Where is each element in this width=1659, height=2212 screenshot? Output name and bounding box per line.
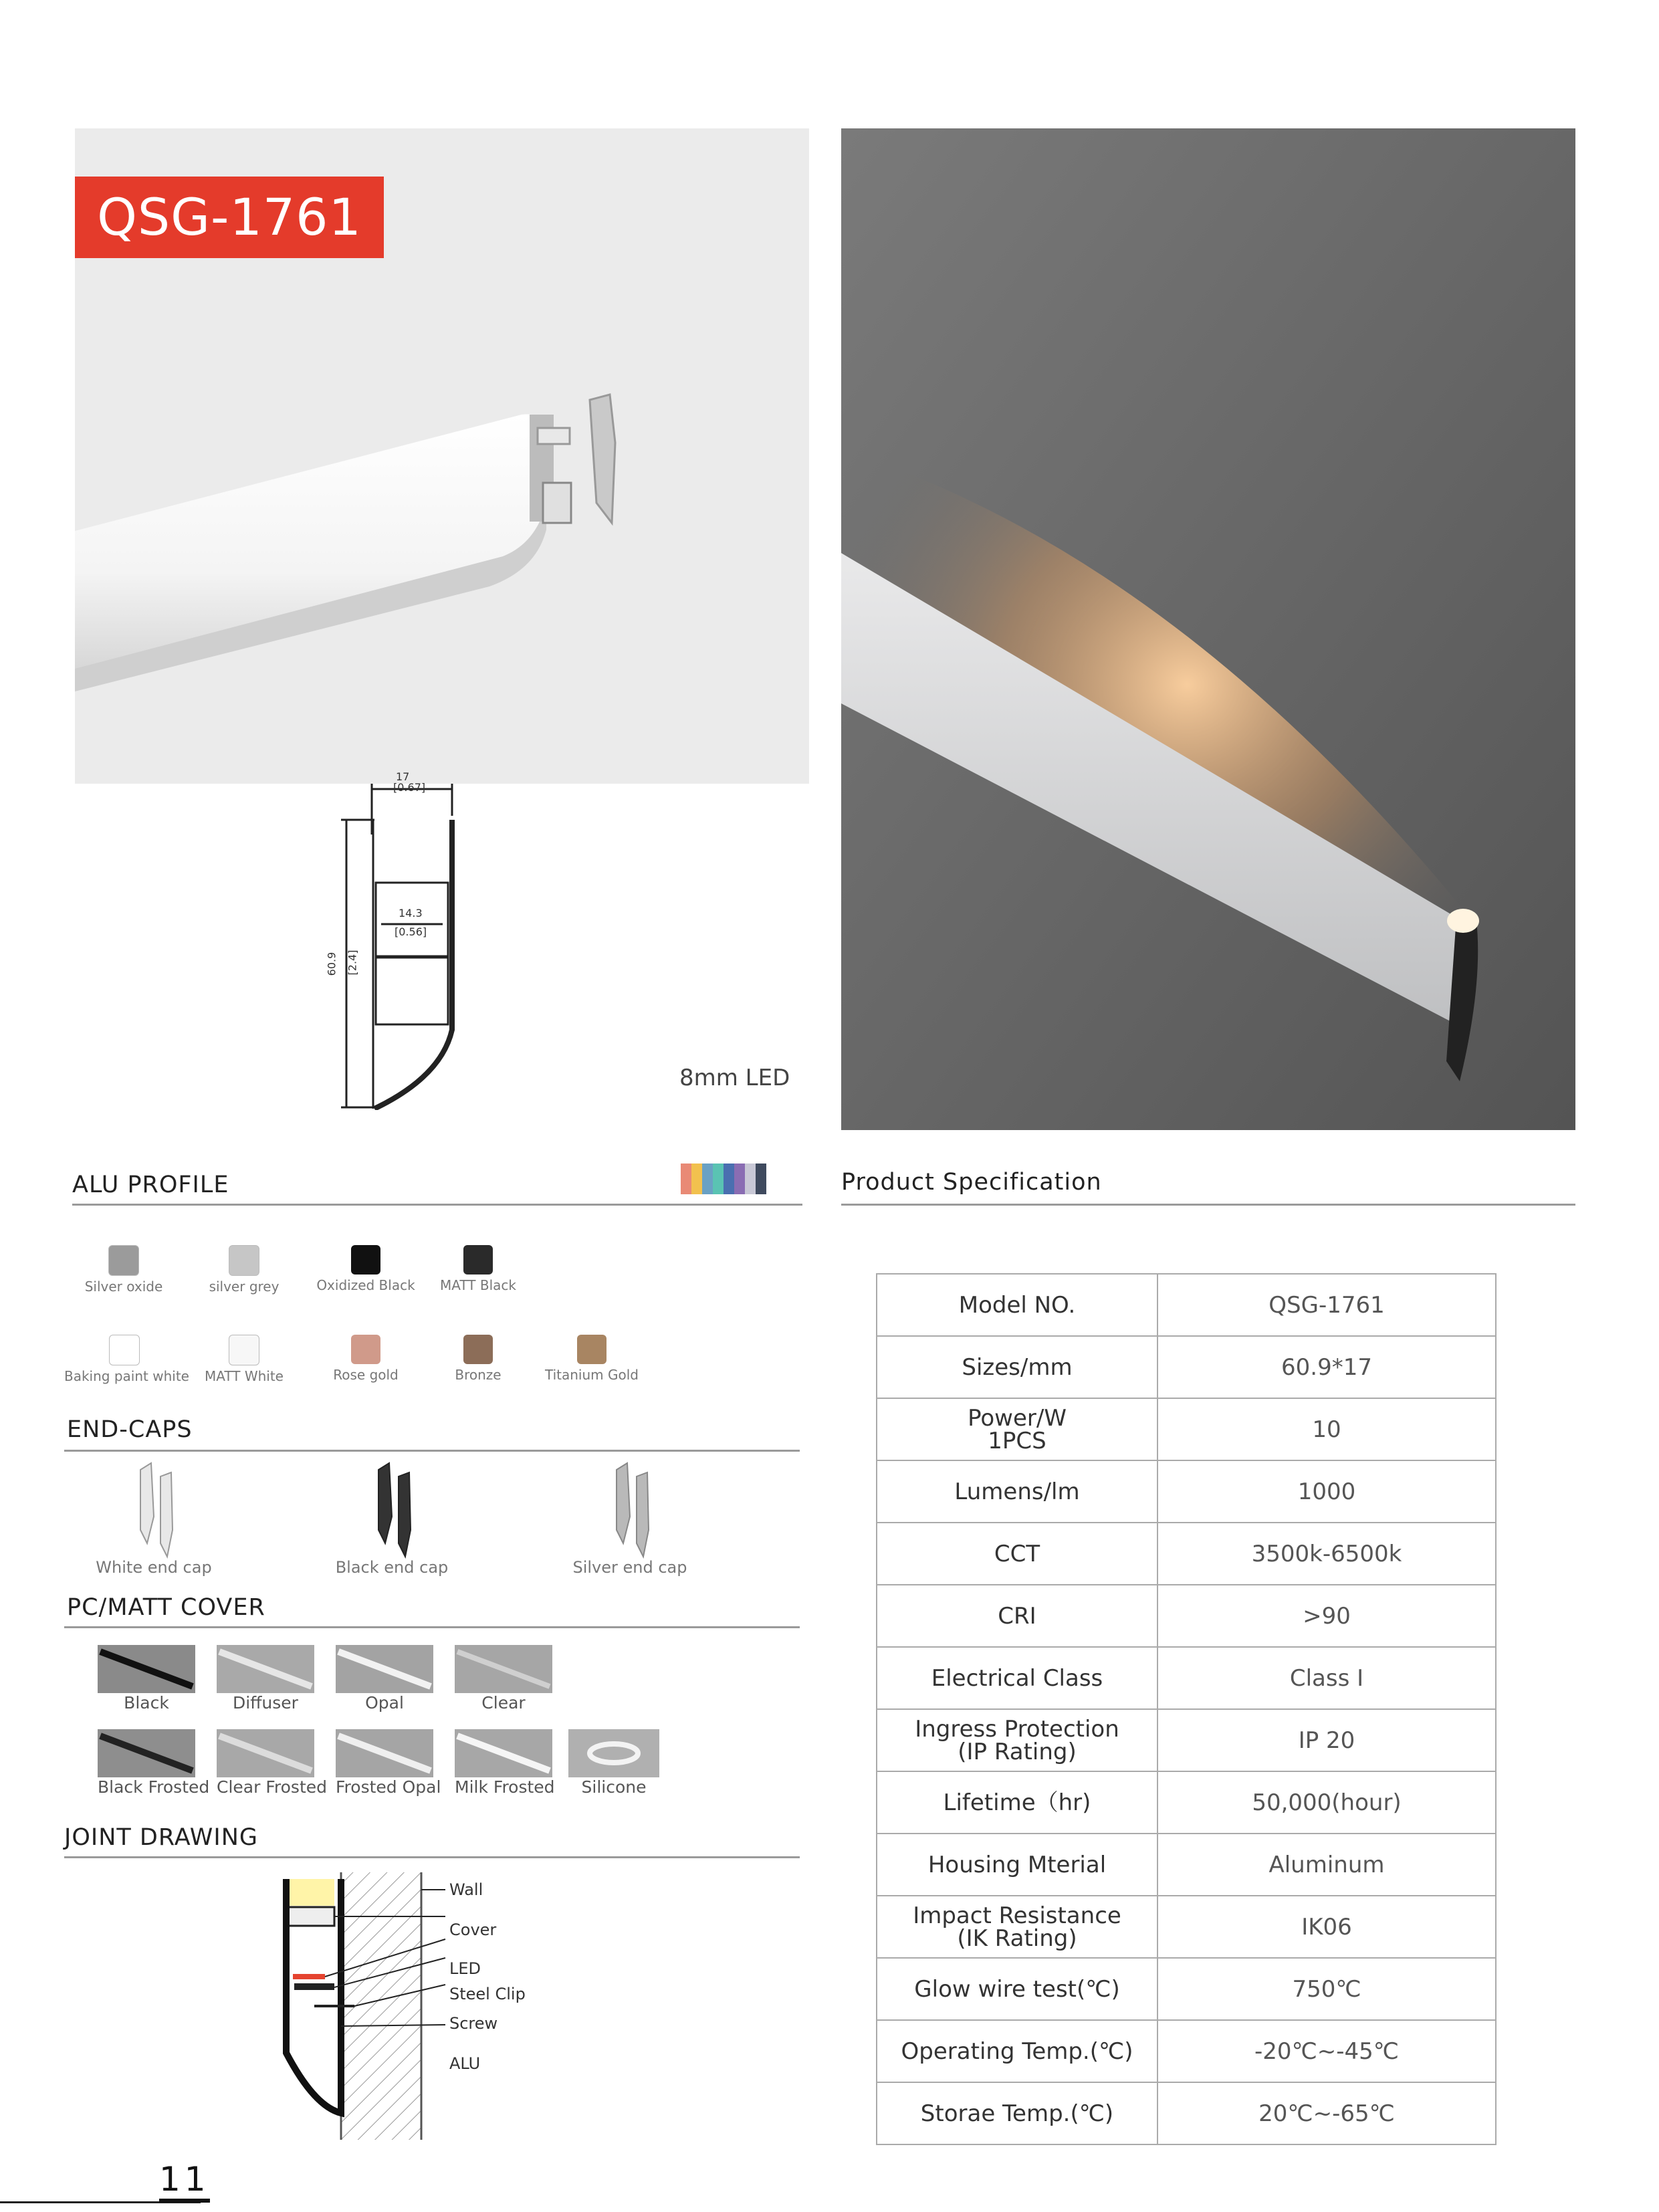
end-caps-title: END-CAPS bbox=[67, 1416, 193, 1443]
end-cap-black bbox=[318, 1456, 465, 1577]
page-number: 11 bbox=[159, 2160, 210, 2203]
spec-row bbox=[877, 1336, 1496, 1398]
led-note: 8mm LED bbox=[679, 1065, 790, 1091]
cover-milk-frosted bbox=[455, 1729, 555, 1797]
cover-strip-icon bbox=[336, 1645, 433, 1693]
palette-chip bbox=[702, 1164, 713, 1194]
spec-row bbox=[877, 1274, 1496, 1336]
silicone-coil-icon bbox=[568, 1729, 659, 1777]
dim-inner: 14.3 bbox=[399, 907, 423, 919]
cover-label: Clear Frosted bbox=[217, 1777, 327, 1797]
cover-strip-icon bbox=[217, 1729, 314, 1777]
joint-leaders bbox=[274, 1866, 481, 2146]
cover-swatch bbox=[217, 1729, 314, 1777]
spec-value: Aluminum bbox=[1157, 1834, 1496, 1896]
swatch bbox=[229, 1335, 259, 1365]
joint-rule bbox=[64, 1856, 800, 1858]
end-cap-white bbox=[80, 1456, 227, 1577]
cover-clear bbox=[455, 1645, 552, 1712]
finish-label: Bronze bbox=[455, 1367, 502, 1383]
spec-value: 750℃ bbox=[1157, 1958, 1496, 2020]
palette-chip bbox=[756, 1164, 766, 1194]
cover-label: Milk Frosted bbox=[455, 1777, 555, 1797]
cover-label: Clear bbox=[481, 1693, 526, 1712]
spec-value: 1000 bbox=[1157, 1460, 1496, 1523]
end-cap-label: Black end cap bbox=[335, 1558, 449, 1577]
spec-label: CRI bbox=[877, 1585, 1157, 1647]
spec-label: CCT bbox=[877, 1523, 1157, 1585]
spec-label: Housing Mterial bbox=[877, 1834, 1157, 1896]
spec-title: Product Specification bbox=[841, 1169, 1102, 1196]
cover-opal bbox=[336, 1645, 433, 1712]
joint-label-steel-clip: Steel Clip bbox=[449, 1985, 526, 2003]
palette-chip bbox=[745, 1164, 756, 1194]
spec-label: Impact Resistance (IK Rating) bbox=[877, 1896, 1157, 1958]
cover-label: Silicone bbox=[581, 1777, 647, 1797]
finish-label: MATT Black bbox=[440, 1277, 516, 1293]
finish-matt-white bbox=[194, 1335, 294, 1384]
swatch bbox=[229, 1245, 259, 1276]
end-cap-icon bbox=[114, 1456, 194, 1563]
spec-table bbox=[876, 1273, 1497, 2145]
swatch bbox=[463, 1245, 493, 1275]
end-cap-silver bbox=[556, 1456, 703, 1577]
cover-strip-icon bbox=[98, 1729, 195, 1777]
palette-chip bbox=[691, 1164, 702, 1194]
spec-label: Power/W 1PCS bbox=[877, 1398, 1157, 1460]
installation-photo bbox=[841, 128, 1575, 1130]
spec-row bbox=[877, 1398, 1496, 1460]
dimension-drawing bbox=[321, 770, 495, 1110]
joint-label-alu: ALU bbox=[449, 2054, 481, 2073]
cover-label: Frosted Opal bbox=[336, 1777, 441, 1797]
spec-row bbox=[877, 1647, 1496, 1709]
spec-row bbox=[877, 1834, 1496, 1896]
cover-title: PC/MATT COVER bbox=[67, 1594, 265, 1621]
spec-row bbox=[877, 2020, 1496, 2082]
finish-silver-oxide bbox=[74, 1245, 174, 1295]
spec-row bbox=[877, 1958, 1496, 2020]
finish-oxidized-black bbox=[316, 1245, 416, 1293]
end-cap-icon bbox=[352, 1456, 432, 1563]
finish-titanium-gold bbox=[535, 1335, 649, 1383]
cover-label: Black bbox=[124, 1693, 169, 1712]
spec-value: IK06 bbox=[1157, 1896, 1496, 1958]
spec-label: Electrical Class bbox=[877, 1647, 1157, 1709]
cover-label: Black Frosted bbox=[98, 1777, 210, 1797]
spec-value: >90 bbox=[1157, 1585, 1496, 1647]
cover-swatch bbox=[217, 1645, 314, 1693]
cover-strip-icon bbox=[98, 1645, 195, 1693]
finish-label: Silver oxide bbox=[84, 1279, 163, 1295]
cover-black bbox=[98, 1645, 195, 1712]
spec-label: Operating Temp.(℃) bbox=[877, 2020, 1157, 2082]
alu-profile-title: ALU PROFILE bbox=[72, 1172, 229, 1198]
end-cap-label: White end cap bbox=[96, 1558, 212, 1577]
finish-silver-grey bbox=[194, 1245, 294, 1295]
end-cap-label: Silver end cap bbox=[572, 1558, 687, 1577]
cover-strip-icon bbox=[455, 1645, 552, 1693]
end-cap-icon bbox=[590, 1456, 670, 1563]
spec-value: 60.9*17 bbox=[1157, 1336, 1496, 1398]
spec-value: -20℃~-45℃ bbox=[1157, 2020, 1496, 2082]
cover-swatch bbox=[98, 1729, 195, 1777]
spec-label: Sizes/mm bbox=[877, 1336, 1157, 1398]
swatch bbox=[109, 1335, 140, 1365]
cover-diffuser bbox=[217, 1645, 314, 1712]
joint-label-led: LED bbox=[449, 1959, 481, 1978]
spec-value: QSG-1761 bbox=[1157, 1274, 1496, 1336]
finish-rose-gold bbox=[316, 1335, 416, 1383]
cover-rule bbox=[64, 1626, 800, 1628]
spec-row bbox=[877, 2082, 1496, 2144]
spec-value: IP 20 bbox=[1157, 1709, 1496, 1771]
cover-label: Diffuser bbox=[233, 1693, 298, 1712]
color-palette bbox=[681, 1164, 766, 1194]
spec-rule bbox=[841, 1204, 1575, 1206]
spec-label: Ingress Protection (IP Rating) bbox=[877, 1709, 1157, 1771]
joint-drawing bbox=[274, 1866, 481, 2146]
finish-label: Titanium Gold bbox=[545, 1367, 639, 1383]
joint-title: JOINT DRAWING bbox=[64, 1824, 258, 1851]
finish-label: Oxidized Black bbox=[316, 1277, 415, 1293]
finish-label: MATT White bbox=[205, 1368, 284, 1384]
spec-label: Lumens/lm bbox=[877, 1460, 1157, 1523]
spec-row bbox=[877, 1585, 1496, 1647]
spec-row bbox=[877, 1896, 1496, 1958]
finish-label: Baking paint white bbox=[64, 1368, 189, 1384]
spec-label: Lifetime（hr) bbox=[877, 1771, 1157, 1834]
palette-chip bbox=[681, 1164, 691, 1194]
swatch bbox=[351, 1335, 380, 1364]
spec-label: Storae Temp.(℃) bbox=[877, 2082, 1157, 2144]
palette-chip bbox=[724, 1164, 734, 1194]
spec-value: 3500k-6500k bbox=[1157, 1523, 1496, 1585]
finish-label: silver grey bbox=[209, 1279, 280, 1295]
cover-swatch bbox=[568, 1729, 659, 1777]
lit-wall-scene bbox=[841, 128, 1575, 1130]
palette-chip bbox=[734, 1164, 745, 1194]
spec-value: 10 bbox=[1157, 1398, 1496, 1460]
spec-row bbox=[877, 1771, 1496, 1834]
swatch bbox=[108, 1245, 139, 1276]
cover-clear-frosted bbox=[217, 1729, 327, 1797]
spec-row bbox=[877, 1709, 1496, 1771]
finish-baking-paint-white bbox=[64, 1335, 189, 1384]
cover-strip-icon bbox=[336, 1729, 433, 1777]
cover-swatch bbox=[336, 1645, 433, 1693]
finish-bronze bbox=[428, 1335, 528, 1383]
cover-label: Opal bbox=[365, 1693, 404, 1712]
finish-matt-black bbox=[428, 1245, 528, 1293]
joint-label-cover: Cover bbox=[449, 1920, 497, 1939]
joint-label-wall: Wall bbox=[449, 1880, 483, 1899]
spec-value: 20℃~-65℃ bbox=[1157, 2082, 1496, 2144]
spec-row bbox=[877, 1460, 1496, 1523]
cover-swatch bbox=[336, 1729, 433, 1777]
swatch bbox=[577, 1335, 606, 1364]
joint-label-screw: Screw bbox=[449, 2014, 498, 2033]
swatch bbox=[463, 1335, 493, 1364]
spec-label: Glow wire test(℃) bbox=[877, 1958, 1157, 2020]
dim-width: 17 bbox=[396, 770, 410, 783]
cover-silicone bbox=[568, 1729, 659, 1797]
spec-value: 50,000(hour) bbox=[1157, 1771, 1496, 1834]
spec-row bbox=[877, 1523, 1496, 1585]
cover-strip-icon bbox=[455, 1729, 552, 1777]
cover-swatch bbox=[98, 1645, 195, 1693]
model-tag: QSG-1761 bbox=[75, 177, 384, 258]
dim-height: 60.9 bbox=[325, 952, 338, 976]
palette-chip bbox=[713, 1164, 724, 1194]
cover-strip-icon bbox=[217, 1645, 314, 1693]
cover-frosted-opal bbox=[336, 1729, 441, 1797]
dim-height-in: [2.4] bbox=[346, 950, 359, 976]
spec-value: Class I bbox=[1157, 1647, 1496, 1709]
cover-swatch bbox=[455, 1645, 552, 1693]
swatch bbox=[351, 1245, 380, 1275]
dim-inner-in: [0.56] bbox=[395, 925, 427, 938]
dim-width-in: [0.67] bbox=[393, 781, 426, 794]
cover-swatch bbox=[455, 1729, 552, 1777]
alu-profile-rule bbox=[72, 1204, 802, 1206]
end-caps-rule bbox=[64, 1450, 800, 1452]
cover-black-frosted bbox=[98, 1729, 210, 1797]
spec-label: Model NO. bbox=[877, 1274, 1157, 1336]
finish-label: Rose gold bbox=[333, 1367, 399, 1383]
